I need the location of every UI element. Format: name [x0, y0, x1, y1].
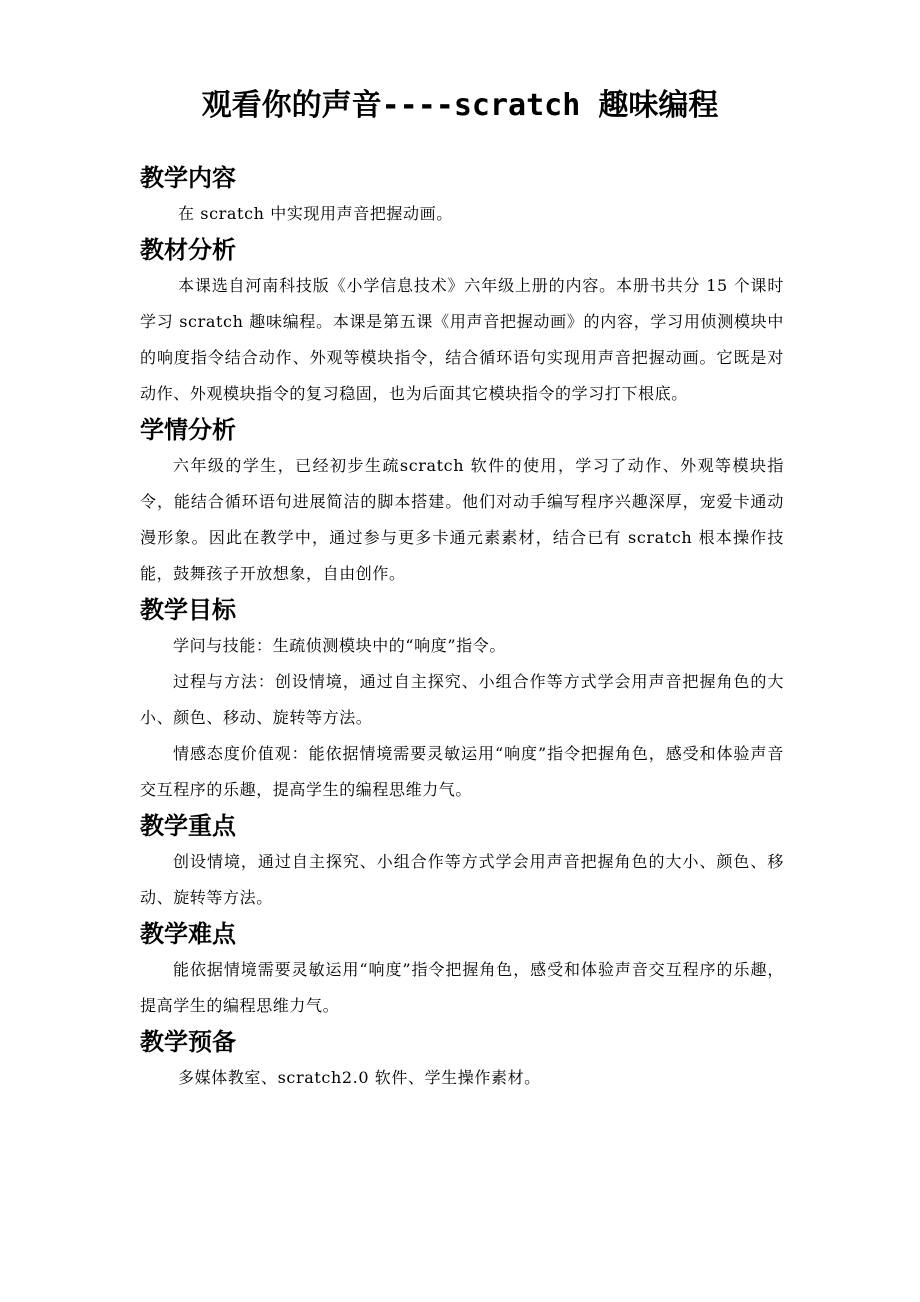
section-teaching-content — [140, 160, 784, 232]
section-heading: 教学预备 — [140, 1027, 236, 1056]
section-paragraph: 学问与技能：生疏侦测模块中的“响度”指令。 — [173, 636, 506, 655]
section-heading: 教学内容 — [140, 163, 236, 192]
document-title: 观看你的声音----scratch 趣味编程 — [201, 88, 719, 123]
document-body — [140, 160, 784, 1096]
section-paragraph: 在 scratch 中实现用声音把握动画。 — [178, 204, 453, 223]
section-paragraph: 多媒体教室、scratch2.0 软件、学生操作素材。 — [178, 1068, 541, 1087]
section-heading: 教学目标 — [140, 595, 236, 624]
section-paragraph: 本课选自河南科技版《小学信息技术》六年级上册的内容。本册书共分 15 个课时学习 scratch 趣味编程。本课是第五课《用声音把握动画》的内容，学习用侦测模块中的响度指令结合动作、外观等模块指令，结合循环语句实现用声音把握动画。它既是对动作、外观模块指令的复习稳固，也为后面其它模块指令的学习打下根底。 — [140, 276, 784, 403]
section-paragraph: 过程与方法：创设情境，通过自主探究、小组合作等方式学会用声音把握角色的大小、颜色、移动、旋转等方法。 — [140, 672, 784, 727]
section-heading: 教学重点 — [140, 811, 236, 840]
section-teaching-objectives — [140, 592, 784, 808]
section-heading: 教学难点 — [140, 919, 236, 948]
section-paragraph: 创设情境，通过自主探究、小组合作等方式学会用声音把握角色的大小、颜色、移动、旋转等方法。 — [140, 852, 784, 907]
section-key-points — [140, 808, 784, 916]
section-paragraph: 能依据情境需要灵敏运用“响度”指令把握角色，感受和体验声音交互程序的乐趣，提高学生的编程思维力气。 — [140, 960, 784, 1015]
section-student-analysis — [140, 412, 784, 592]
section-preparation — [140, 1024, 784, 1096]
section-heading: 学情分析 — [140, 415, 236, 444]
section-paragraph: 六年级的学生，已经初步生疏scratch 软件的使用，学习了动作、外观等模块指令，能结合循环语句进展简洁的脚本搭建。他们对动手编写程序兴趣深厚，宠爱卡通动漫形象。因此在教学中，通过参与更多卡通元素素材，结合已有 scratch 根本操作技能，鼓舞孩子开放想象，自由创作。 — [140, 456, 784, 583]
section-heading: 教材分析 — [140, 235, 236, 264]
section-difficulties — [140, 916, 784, 1024]
section-paragraph: 情感态度价值观：能依据情境需要灵敏运用“响度”指令把握角色，感受和体验声音交互程序的乐趣，提高学生的编程思维力气。 — [140, 744, 784, 799]
section-textbook-analysis — [140, 232, 784, 412]
